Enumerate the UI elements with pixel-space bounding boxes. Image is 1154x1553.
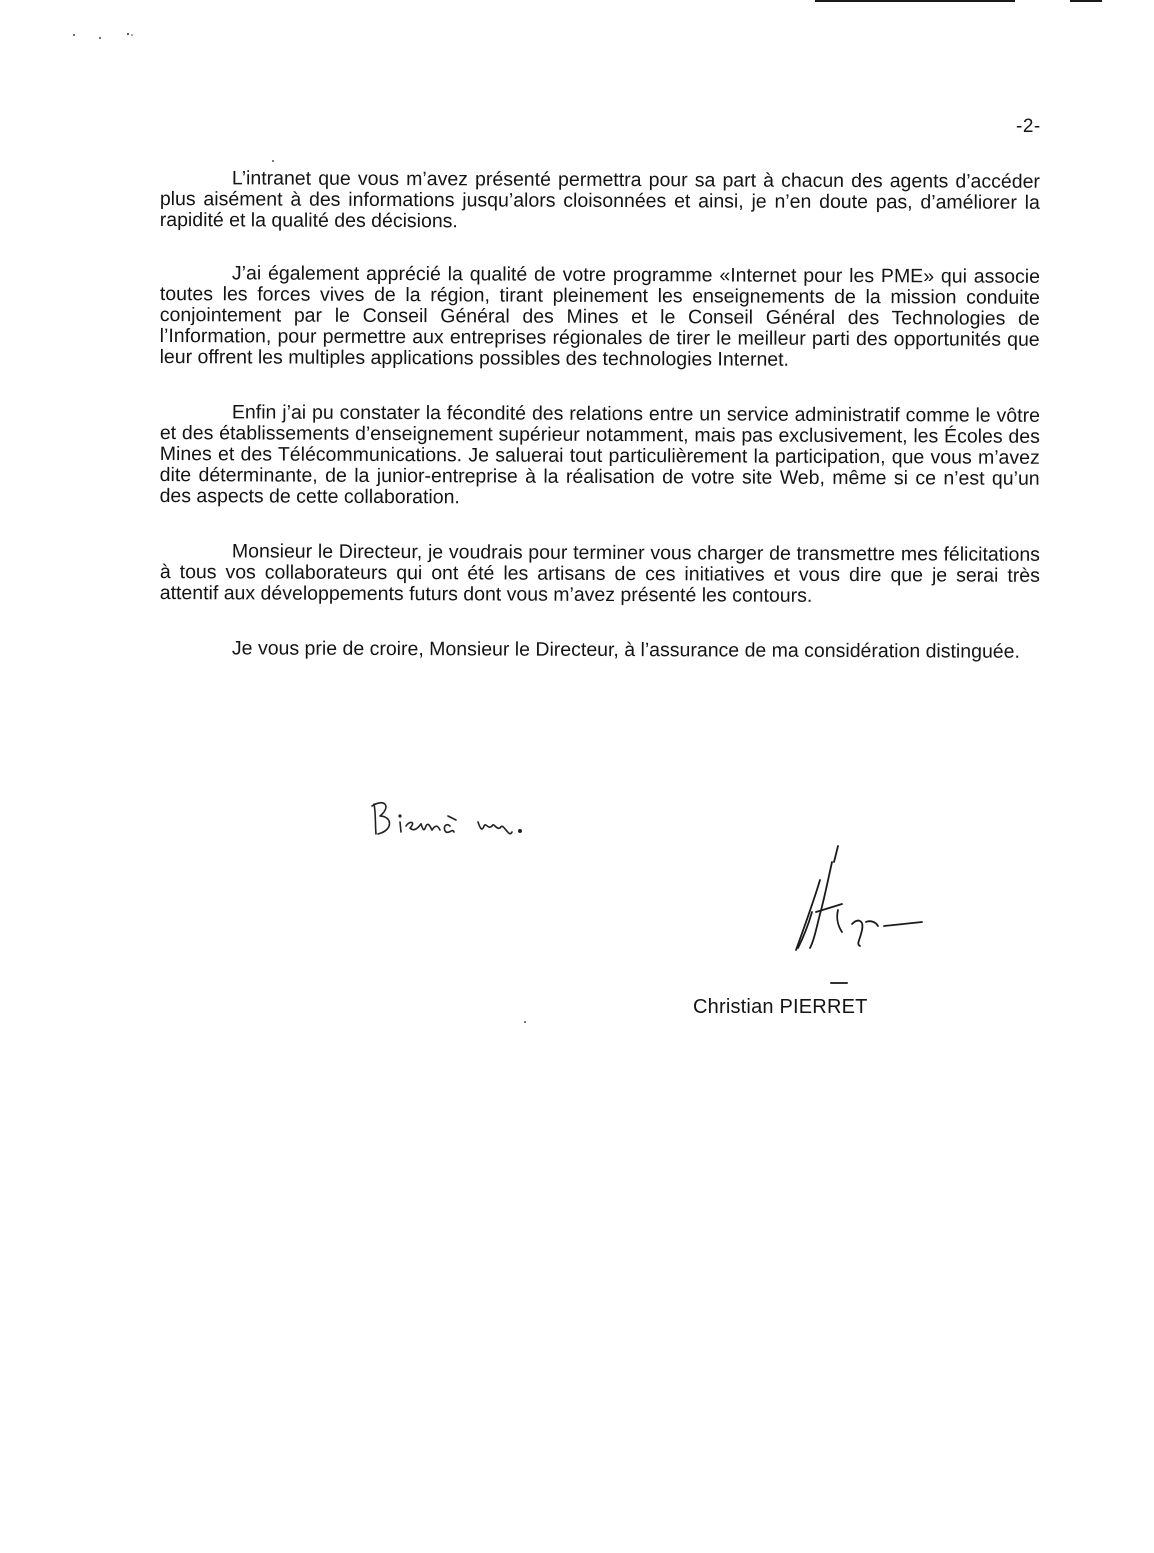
- scan-edge-line-1: [815, 0, 1015, 2]
- paragraph-internet-pme: J’ai également apprécié la qualité de votre programme «Internet pour les PME» qui associe toutes les forces vives de la région, tirant pleinement les enseignements de la mission conduite conjointement par le Conseil Général des Mines et le Conseil Général des Technologies de l’Information, pour permettre aux entreprises régionales de tirer le meilleur parti des opportunités que leur offrent les multiples applications possibles des technologies Internet.: [159, 262, 1040, 371]
- letter-body: [159, 167, 1040, 663]
- signatory-name: Christian PIERRET: [693, 996, 868, 1018]
- paragraph-relations: Enfin j’ai pu constater la fécondité des relations entre un service administratif comme le vôtre et des établissements d’enseignement supérieur notamment, mais pas exclusivement, les Écoles des Mines et des Télécommunications. Je saluerai tout particulièrement la participation, que vous m’avez dite déterminante, de la junior-entreprise à la réalisation de votre site Web, même si ce n’est qu’un des aspects de cette collaboration.: [159, 401, 1040, 509]
- page-number: -2-: [1016, 116, 1041, 137]
- paragraph-intranet: L’intranet que vous m’avez présenté permettra pour sa part à chacun des agents d’accéder plus aisément à des informations jusqu’alors cloisonnées et ainsi, je n’en doute pas, d’améliorer la rapidité et la qualité des décisions.: [159, 167, 1040, 233]
- paragraph-closing: Je vous prie de croire, Monsieur le Directeur, à l’assurance de ma considération distinguée.: [231, 637, 1020, 663]
- handwritten-note: [366, 796, 546, 846]
- stray-mark: [524, 1021, 526, 1023]
- stray-mark: [272, 160, 274, 162]
- scan-noise-dots: [70, 30, 150, 42]
- scan-edge-line-2: [1070, 0, 1102, 2]
- signature: [780, 840, 930, 990]
- paragraph-felicitations: Monsieur le Directeur, je voudrais pour terminer vous charger de transmettre mes félicitations à tous vos collaborateurs qui ont été les artisans de ces initiatives et vous dire que je serai très attentif aux développements futurs dont vous m’avez présenté les contours.: [159, 540, 1040, 607]
- stray-mark: [830, 982, 848, 984]
